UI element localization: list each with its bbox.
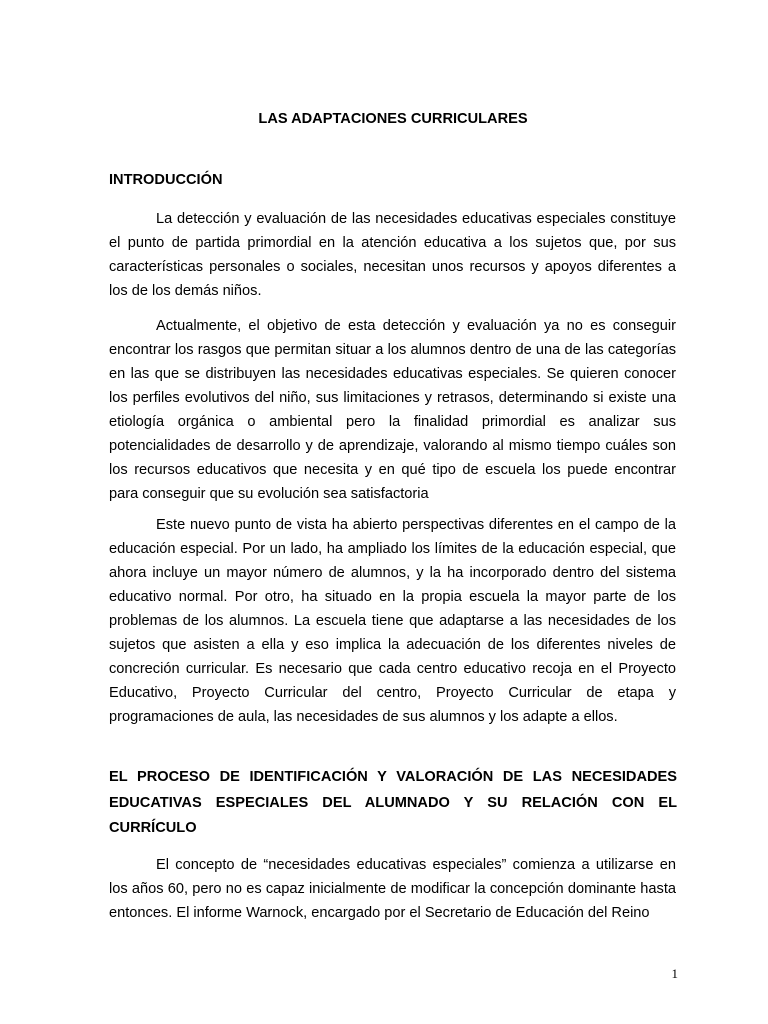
paragraph: Actualmente, el objetivo de esta detección y evaluación ya no es conseguir encontrar los rasgos que permitan situar a los alumnos dentro de una de las categorías en las que se distribuyen las necesidades educativas especiales. Se quieren conocer los perfiles evolutivos del niño, sus limitaciones y retrasos, determinando si existe una etiología orgánica o ambiental pero la finalidad primordial es analizar sus potencialidades de desarrollo y de aprendizaje, valorando al mismo tiempo cuáles son los recursos educativos que necesita y en qué tipo de escuela los puede encontrar para conseguir que su evolución sea satisfactoria	[109, 318, 676, 502]
paragraph: El concepto de “necesidades educativas especiales” comienza a utilizarse en los años 60, pero no es capaz inicialmente de modificar la concepción dominante hasta entonces. El informe Warnock, encargado por el Secretario de Educación del Reino	[109, 857, 676, 921]
paragraph: Este nuevo punto de vista ha abierto perspectivas diferentes en el campo de la educación especial. Por un lado, ha ampliado los límites de la educación especial, que ahora incluye un mayor número de alumnos, y la ha incorporado dentro del sistema educativo normal. Por otro, ha situado en la propia escuela la mayor parte de los problemas de los alumnos. La escuela tiene que adaptarse a las necesidades de los sujetos que asisten a ella y eso implica la adecuación de los diferentes niveles de concreción curricular. Es necesario que cada centro educativo recoja en el Proyecto Educativo, Proyecto Curricular del centro, Proyecto Curricular de etapa y programaciones de aula, las necesidades de sus alumnos y los adapte a ellos.	[109, 517, 676, 725]
section-heading-proceso: EL PROCESO DE IDENTIFICACIÓN Y VALORACIÓN DE LAS NECESIDADES EDUCATIVAS ESPECIALES DEL ALUMNADO Y SU RELACIÓN CON EL CURRÍCULO	[109, 769, 677, 836]
section-heading-introduccion: INTRODUCCIÓN	[109, 172, 223, 188]
paragraph: La detección y evaluación de las necesidades educativas especiales constituye el punto de partida primordial en la atención educativa a los sujetos que, por sus características personales o sociales, necesitan unos recursos y apoyos diferentes a los de los demás niños.	[109, 211, 676, 299]
document-title: LAS ADAPTACIONES CURRICULARES	[258, 111, 528, 127]
page-number: 1	[671, 966, 678, 981]
